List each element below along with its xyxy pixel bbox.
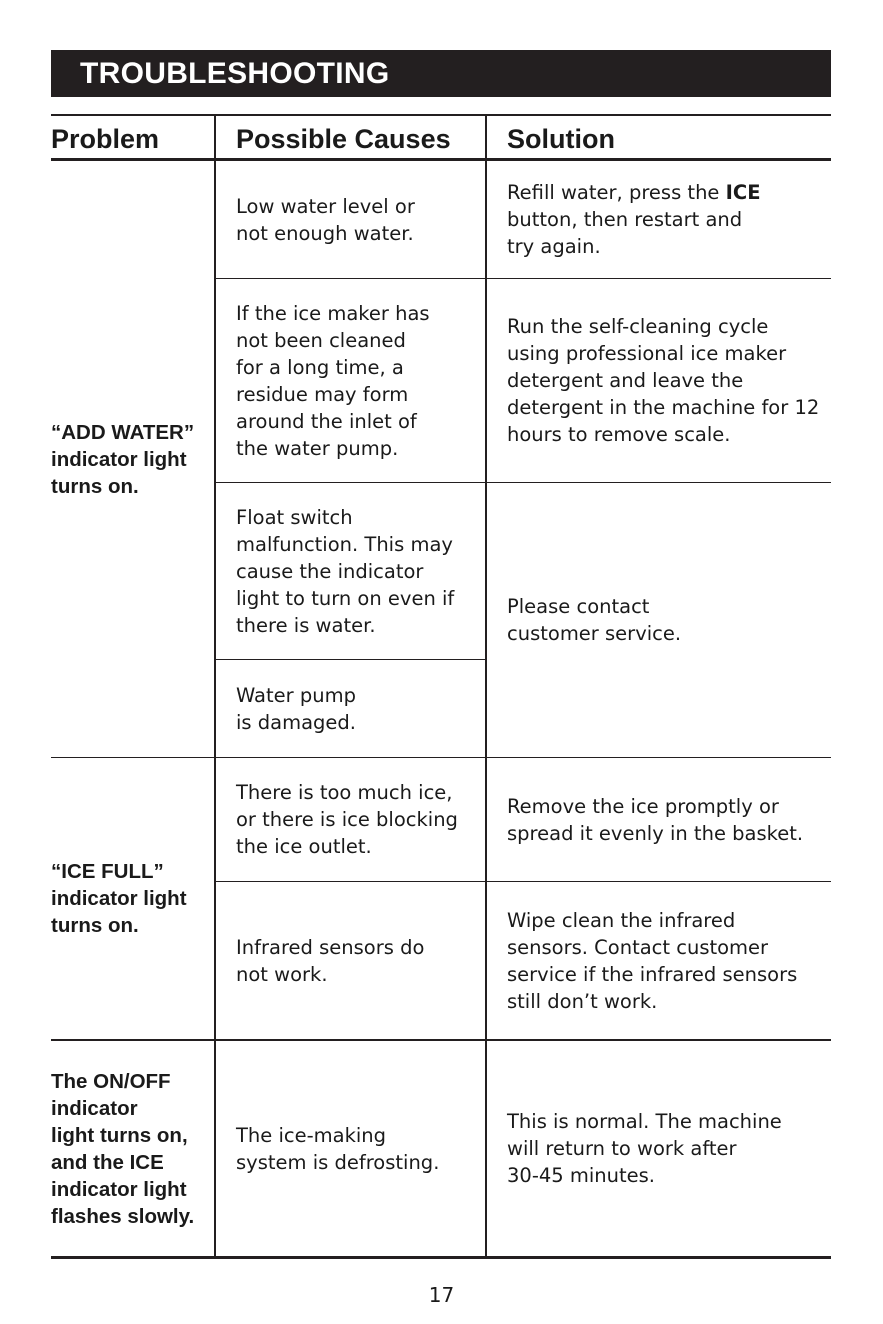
cause-defrosting: The ice-making system is defrosting. bbox=[236, 1123, 440, 1174]
table-bottom-rule bbox=[51, 1256, 831, 1259]
table-top-rule bbox=[51, 114, 831, 116]
cause-residue: If the ice maker has not been cleaned for a long time, a residue may form around the inlet of the water pump. bbox=[236, 301, 430, 460]
section-title: TROUBLESHOOTING bbox=[80, 57, 390, 90]
column-divider-2 bbox=[485, 115, 487, 1259]
solution-normal: This is normal. The machine will return to work after 30-45 minutes. bbox=[507, 1110, 782, 1187]
problem-add-water: “ADD WATER” indicator light turns on. bbox=[51, 420, 195, 498]
ice-button-label: ICE bbox=[725, 181, 761, 204]
problem-ice-full: “ICE FULL” indicator light turns on. bbox=[51, 860, 187, 937]
header-solution: Solution bbox=[507, 124, 615, 154]
solution-self-clean: Run the self-cleaning cycle using professional ice maker detergent and leave the detergent in the machine for 12 hours to remove scale. bbox=[507, 315, 820, 446]
cause-low-water: Low water level or not enough water. bbox=[236, 194, 415, 245]
cause-too-much-ice: There is too much ice, or there is ice blocking the ice outlet. bbox=[236, 781, 458, 858]
solution-contact-service: Please contact customer service. bbox=[507, 595, 682, 645]
section-title-banner bbox=[51, 50, 831, 97]
cause-pump-damaged: Water pump is damaged. bbox=[236, 683, 356, 734]
solution-remove-ice: Remove the ice promptly or spread it evenly in the basket. bbox=[507, 794, 804, 845]
header-problem: Problem bbox=[51, 124, 160, 154]
problem-on-off-flashing: The ON/OFF indicator light turns on, and the ICE indicator light flashes slowly. bbox=[51, 1069, 195, 1228]
solution-refill-water: Refill water, press the ICE button, then restart and try again. bbox=[507, 181, 761, 258]
header-possible-causes: Possible Causes bbox=[236, 124, 451, 154]
cause-float-switch: Float switch malfunction. This may cause the indicator light to turn on even if there is water. bbox=[236, 505, 455, 637]
column-divider-1 bbox=[214, 115, 216, 1259]
page-number: 17 bbox=[428, 1283, 455, 1307]
cause-infrared-sensors: Infrared sensors do not work. bbox=[236, 935, 425, 986]
solution-wipe-sensors: Wipe clean the infrared sensors. Contact customer service if the infrared sensors still don’t work. bbox=[507, 908, 798, 1013]
